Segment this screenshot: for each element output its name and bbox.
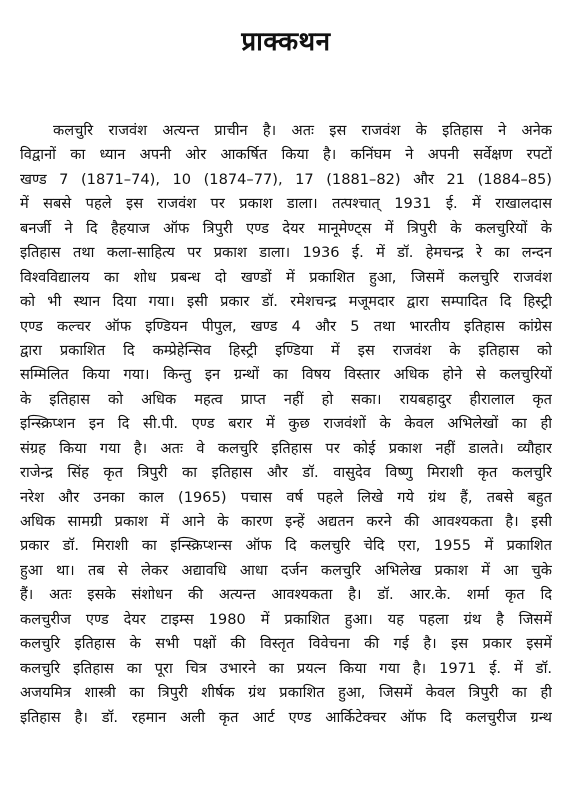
text-line: संग्रह किया गया है। अतः वे कलचुरि इतिहास पर कोई प्रकाश नहीं डालते। व्यौहार bbox=[20, 439, 552, 457]
text-line: नरेश और उनका काल (1965) पचास वर्ष पहले लिखे गये ग्रंथ हैं, तबसे बहुत bbox=[20, 488, 552, 506]
text-line: अजयमित्र शास्त्री का त्रिपुरी शीर्षक ग्रंथ प्रकाशित हुआ, जिसमें केवल त्रिपुरी का ही bbox=[20, 684, 552, 702]
text-line: सम्मिलित किया गया। किन्तु इन ग्रन्थों का विषय विस्तार अधिक होने से कलचुरियों bbox=[20, 366, 552, 384]
text-line: कलचुरि इतिहास का पूरा चित्र उभारने का प्रयत्न किया गया है। 1971 ई. में डॉ. bbox=[20, 659, 552, 677]
text-line: अधिक सामग्री प्रकाश में आने के कारण इन्हें अद्यतन करने की आवश्यकता है। इसी bbox=[20, 513, 552, 530]
text-line: को भी स्थान दिया गया। इसी प्रकार डॉ. रमेशचन्द्र मजूमदार द्वारा सम्पादित दि हिस्ट्री bbox=[20, 293, 552, 311]
text-line: विश्वविद्यालय का शोध प्रबन्ध दो खण्डों में प्रकाशित हुआ, जिसमें कलचुरि राजवंश bbox=[20, 268, 552, 286]
text-line: कलचुरि राजवंश अत्यन्त प्राचीन है। अतः इस राजवंश के इतिहास ने अनेक bbox=[53, 122, 552, 139]
text-line: इतिहास है। डॉ. रहमान अली कृत आर्ट एण्ड आर्किटेक्चर ऑफ दि कलचुरीज ग्रन्थ bbox=[20, 708, 552, 726]
text-line: विद्वानों का ध्यान अपनी ओर आकर्षित किया है। कनिंघम ने अपनी सर्वेक्षण रपटों bbox=[20, 146, 552, 164]
body-text bbox=[20, 119, 552, 730]
text-line: प्रकार डॉ. मिराशी का इन्स्क्रिप्शन्स ऑफ दि कलचुरि चेदि एरा, 1955 में प्रकाशित bbox=[20, 537, 552, 555]
text-line: द्वारा प्रकाशित दि कम्प्रेहेन्सिव हिस्ट्री इण्डिया में इस राजवंश के इतिहास को bbox=[20, 341, 552, 359]
text-line: हुआ था। तब से लेकर अद्यावधि आधा दर्जन कलचुरि अभिलेख प्रकाश में आ चुके bbox=[20, 561, 552, 579]
text-line: हैं। अतः इसके संशोधन की अत्यन्त आवश्यकता है। डॉ. आर.के. शर्मा कृत दि bbox=[20, 586, 552, 604]
text-line: खण्ड 7 (1871–74), 10 (1874–77), 17 (1881–82) और 21 (1884–85) bbox=[20, 170, 552, 188]
page-title: प्राक्कथन bbox=[241, 27, 331, 57]
text-line: एण्ड कल्चर ऑफ इण्डियन पीपुल, खण्ड 4 और 5 तथा भारतीय इतिहास कांग्रेस bbox=[20, 317, 552, 335]
text-line: के इतिहास को अधिक महत्व प्राप्त नहीं हो सका। रायबहादुर हीरालाल कृत bbox=[20, 390, 552, 408]
text-line: राजेन्द्र सिंह कृत त्रिपुरी का इतिहास और डॉ. वासुदेव विष्णु मिराशी कृत कलचुरि bbox=[20, 464, 552, 482]
text-line: कलचुरीज एण्ड देयर टाइम्स 1980 में प्रकाशित हुआ। यह पहला ग्रंथ है जिसमें bbox=[20, 610, 552, 628]
text-line: में सबसे पहले इस राजवंश पर प्रकाश डाला। तत्पश्चात् 1931 ई. में राखालदास bbox=[20, 195, 552, 213]
text-line: बनर्जी ने दि हैहयाज ऑफ त्रिपुरी एण्ड देयर मानूमेण्ट्स में त्रिपुरी के कलचुरियों के bbox=[20, 219, 552, 237]
text-line: इन्स्क्रिप्शन इन दि सी.पी. एण्ड बरार में कुछ राजवंशों के केवल अभिलेखों का ही bbox=[20, 415, 552, 433]
text-line: इतिहास तथा कला-साहित्य पर प्रकाश डाला। 1936 ई. में डॉ. हेमचन्द्र रे का लन्दन bbox=[20, 244, 552, 262]
text-line: कलचुरि इतिहास के सभी पक्षों की विस्तृत विवेचना की गई है। इस प्रकार इसमें bbox=[20, 635, 552, 653]
